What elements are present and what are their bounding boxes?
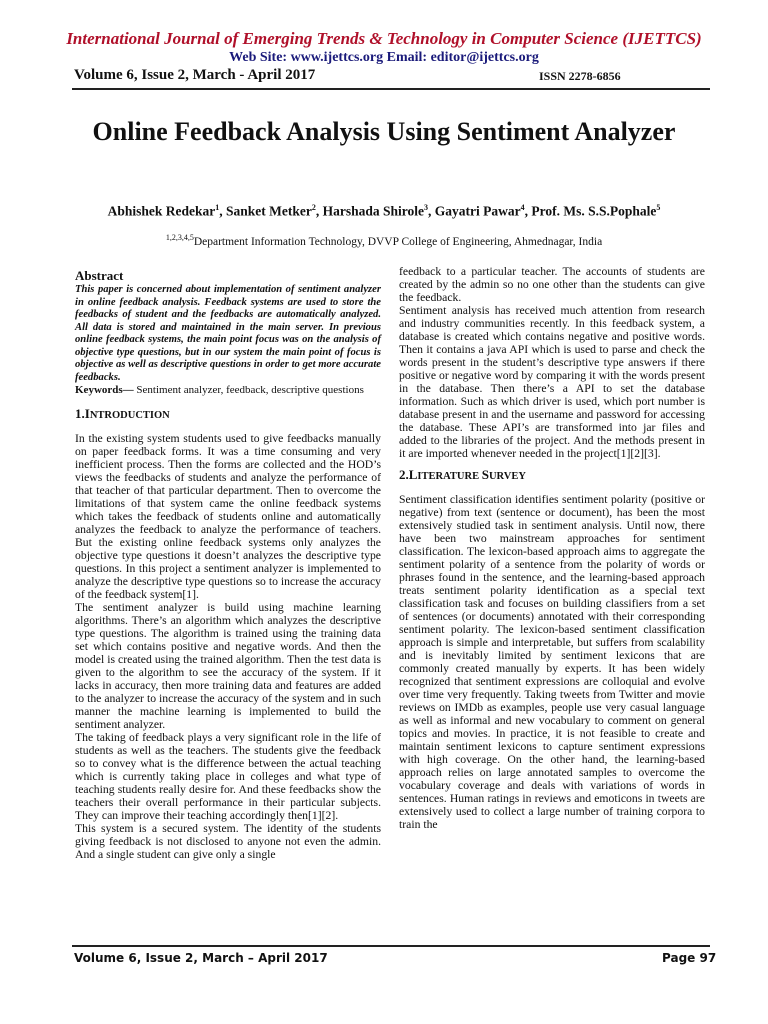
author-affiliation — [0, 233, 768, 248]
author-name: Sanket Metker — [226, 203, 312, 219]
footer-divider — [72, 945, 710, 947]
footer-volume-issue: Volume 6, Issue 2, March – April 2017 — [74, 951, 328, 965]
header-volume-issue: Volume 6, Issue 2, March - April 2017 — [74, 67, 316, 83]
journal-website-email: Web Site: www.ijettcs.org Email: editor@ijettcs.org — [229, 50, 539, 65]
right-column — [399, 265, 705, 831]
body-paragraph: Sentiment analysis has received much attention from research and industry communities recently. In this feedback system, a database is created which contains negative and positive words. Then it contains a java API which is used to parse and check the words present in the student’s descriptive type answers if there positive or negative word by comparing it with the words present in the database. Then there’s a API to set the database information. Such as which driver is used, which port number is database present in and the username and password for accessing the database. These API’s are transformed into jar files and added to the libraries of the project. And the methods present in it are imported whenever needed in the project[1][2][3]. — [399, 304, 705, 460]
author-affil-mark: 5 — [656, 203, 661, 212]
journal-title: International Journal of Emerging Trends & Technology in Computer Science (IJETTCS) — [66, 29, 702, 48]
header-divider — [72, 88, 710, 90]
author-affil-mark: 3 — [424, 203, 429, 212]
body-paragraph: feedback to a particular teacher. The accounts of students are created by the admin so no one other than the students can give the feedback. — [399, 265, 705, 304]
keywords-label: Keywords— — [75, 384, 134, 396]
keywords-line — [75, 384, 381, 397]
header-issn: ISSN 2278-6856 — [539, 69, 621, 83]
author-name: Gayatri Pawar — [434, 203, 521, 219]
paper-title: Online Feedback Analysis Using Sentiment Analyzer — [92, 117, 676, 146]
abstract-heading: Abstract — [75, 268, 124, 283]
author-name: Harshada Shirole — [322, 203, 425, 219]
intro-paragraph: This system is a secured system. The identity of the students giving feedback is not disclosed to anyone not even the admin. And a single student can give only a single — [75, 822, 381, 861]
keywords-text: Sentiment analyzer, feedback, descriptive questions — [133, 384, 364, 396]
section-heading-literature-survey: 2.LITERATURE SURVEY — [399, 467, 526, 482]
intro-paragraph: The sentiment analyzer is build using machine learning algorithms. There’s an algorithm which analyzes the descriptive type questions. The algorithm is trained using the training data set which contains positive and negative words. And then the model is created using the trained algorithm. Then the test data is given to the algorithm to see the accuracy of the system. If it lacks in accuracy, then more training data and features are added to the analyzer to increase the accuracy of the system and in such manner the machine learning is implemented to build the sentiment analyzer. — [75, 601, 381, 731]
affiliation-marks: 1,2,3,4,5 — [165, 233, 194, 242]
intro-paragraph: In the existing system students used to give feedbacks manually on paper feedback forms. It was a time consuming and very inefficient process. Then the forms are collected and the HOD’s views the feedbacks of students and analyze the performance of that teacher of that particular department. Then to overcome the limitations of that system came the online feedback systems which takes the feedback of students online and automatically analyzes the feedback to analyze the performance of teachers. But the existing online feedback systems only analyzes the objective type questions it doesn’t analyzes the descriptive type questions. In this project a sentiment analyzer is implemented to analyze the descriptive type questions so to increase the accuracy of the feedback system[1]. — [75, 432, 381, 601]
author-list: Abhishek Redekar$^1$, Sanket Metker$^2$, Harshada Shirole$^3$, Gayatri Pawar$^4$, Prof. Ms. S.S.Pophale$^5$ — [107, 203, 661, 219]
author-affil-mark: 1 — [215, 203, 220, 212]
abstract-body: This paper is concerned about implementation of sentiment analyzer in online feedback analysis. Feedback systems are used to store the feedbacks of student and the feedbacks are automatically analyzed. All data is stored and maintained in the main server. In previous online feedback systems, the main point focus was on the analysis of objective type questions, but in our system the main point of focus is objective as well as descriptive questions in order to get more accurate feedbacks. — [75, 284, 381, 383]
left-column — [75, 265, 381, 861]
author-affil-mark: 2 — [311, 203, 316, 212]
page-number: Page 97 — [662, 951, 717, 965]
author-name: Prof. Ms. S.S.Pophale — [531, 203, 657, 219]
section-heading-introduction: 1.INTRODUCTION — [75, 406, 170, 421]
literature-paragraph: Sentiment classification identifies sentiment polarity (positive or negative) from text (sentence or document), has been the most extensively studied task in sentiment analysis. Until now, there have been two mainstream approaches for sentiment classification. The lexicon-based approach aims to aggregate the sentiment polarity of a sentence from the polarity of words or phrases found in the sentence, and the learning-based approach treats sentiment polarity identification as a special text classification task and focuses on building classifiers from a set of sentences (or documents) annotated with their corresponding sentiment polarity. The lexicon-based sentiment classification approach is simple and interpretable, but suffers from scalability and is inevitably limited by sentiment lexicons that are commonly created manually by experts. It has been widely recognized that sentiment expressions are colloquial and evolve over time very frequently. Taking tweets from Twitter and movie reviews on IMDb as examples, people use very casual language as well as informal and new vocabulary to comment on general topics and movies. In practice, it is not feasible to create and maintain sentiment lexicons to capture sentiment expressions with high coverage. On the other hand, the learning-based approach relies on large annotated samples to overcome the vocabulary coverage and deals with variations of words in sentences. Human ratings in reviews and emoticons in tweets are extensively used to collect a large number of training corpora to train the — [399, 493, 705, 831]
intro-paragraph: The taking of feedback plays a very significant role in the life of students as well as the teachers. The students give the feedback so to convey what is the difference between the actual teaching which is currently taking place in colleges and what type of teaching students really desire for. And these feedbacks show the teachers their overall performance in their particular subjects. They can improve their teaching accordingly then[1][2]. — [75, 731, 381, 822]
affiliation-text: Department Information Technology, DVVP College of Engineering, Ahmednagar, India — [193, 235, 603, 248]
author-name: Abhishek Redekar — [107, 203, 216, 219]
author-affil-mark: 4 — [520, 203, 525, 212]
